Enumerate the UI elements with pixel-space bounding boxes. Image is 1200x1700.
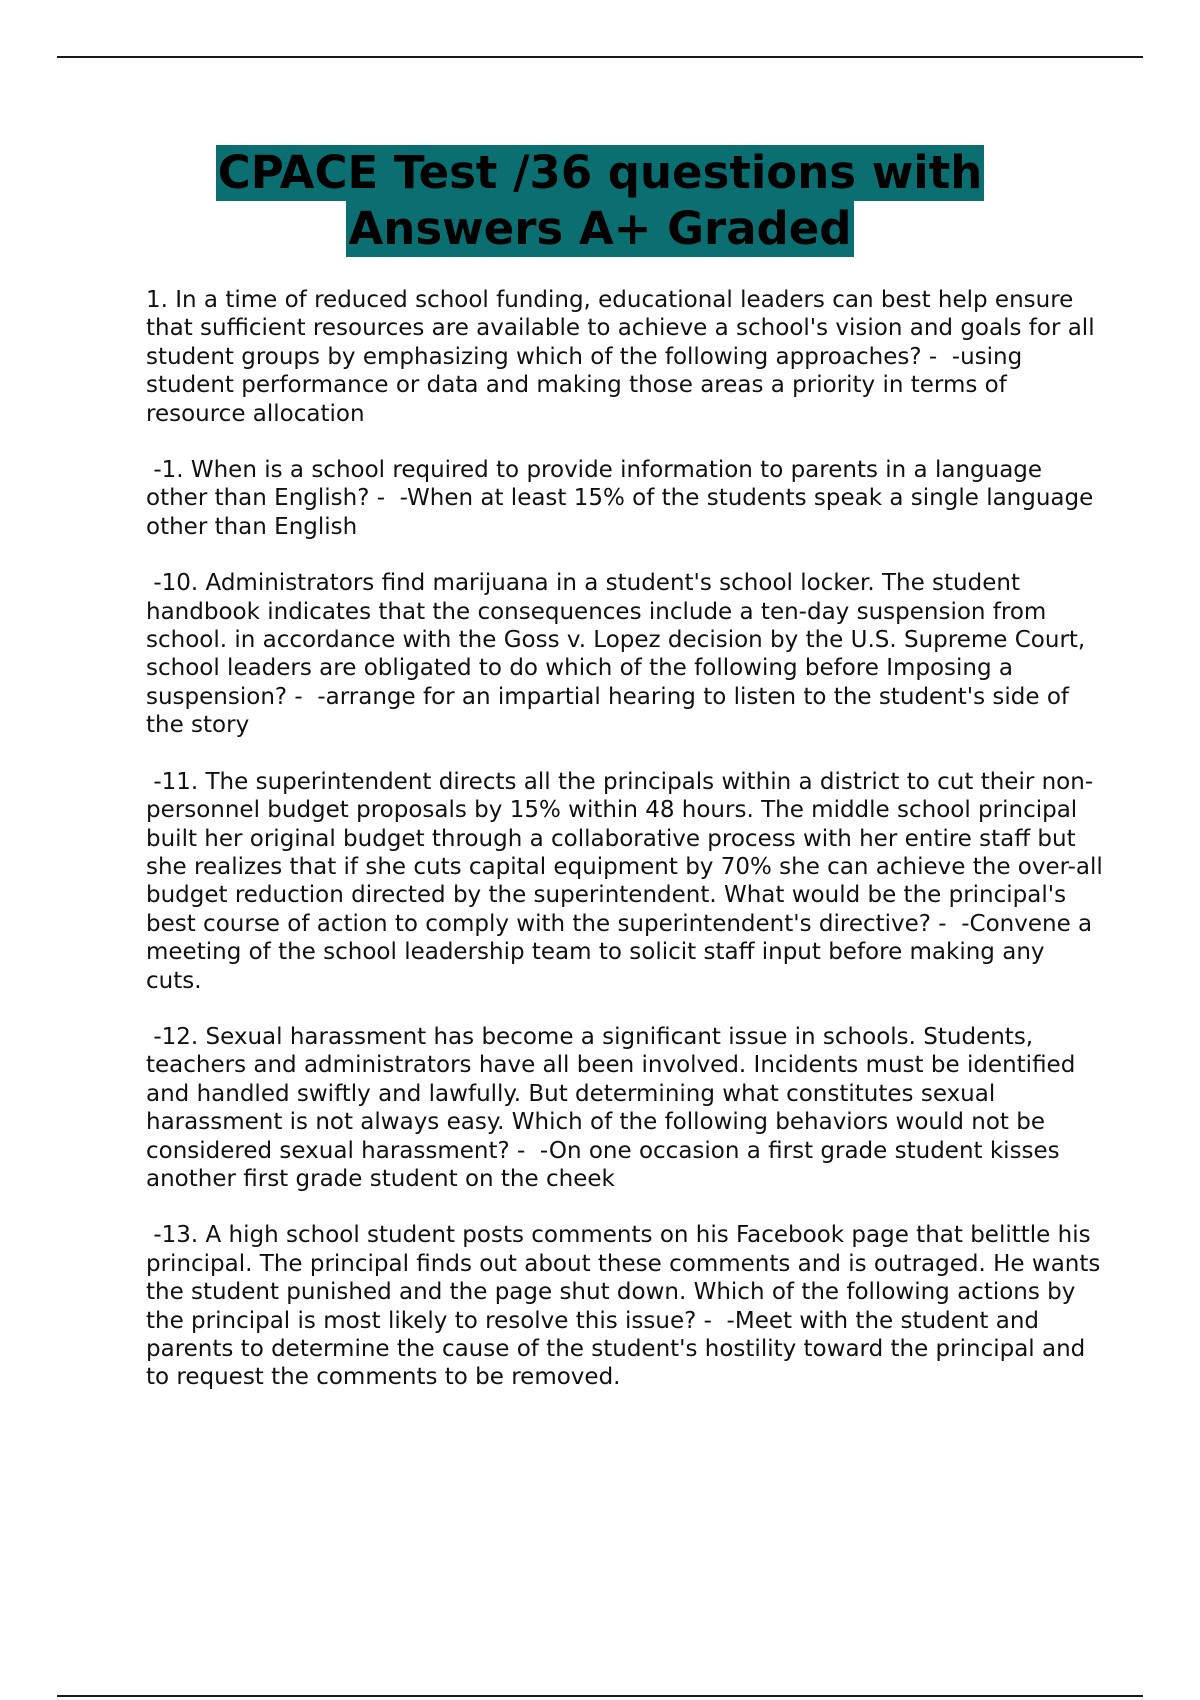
question-item: -12. Sexual harassment has become a significant issue in schools. Students, teachers and administrators have all been involved. Incidents must be identified and handled swiftly and lawfully. But determining what constitutes sexual harassment is not always easy. Which of the following behaviors would not be considered sexual harassment? - -On one occasion a first grade student kisses another first grade student on the cheek [146,1023,1083,1192]
question-list [146,286,1111,1420]
top-rule [57,56,1143,58]
question-item: -13. A high school student posts comments on his Facebook page that belittle his principal. The principal finds out about these comments and is outraged. He wants the student punished and the page shut down. Which of the following actions by the principal is most likely to resolve this issue? - -Meet with the student and parents to determine the cause of the student's hostility toward the principal and to request the comments to be removed. [146,1222,1108,1391]
document-title [0,145,1200,257]
title-line-1: CPACE Test /36 questions with [217,146,983,199]
question-item: -11. The superintendent directs all the principals within a district to cut their non-personnel budget proposals by 15% within 48 hours. The middle school principal built her original budget through a collaborative process with her entire staff but she realizes that if she cuts capital equipment by 70% she can achieve the over-all budget reduction directed by the superintendent. What would be the principal's best course of action to comply with the superintendent's directive? - -Convene a meeting of the school leadership team to solicit staff input before making any cuts. [146,768,1111,994]
question-item: 1. In a time of reduced school funding, educational leaders can best help ensure that sufficient resources are available to achieve a school's vision and goals for all student groups by emphasizing which of the following approaches? - -using student performance or data and making those areas a priority in terms of resource allocation [146,287,1102,427]
title-line-2: Answers A+ Graded [348,202,852,255]
question-item: -1. When is a school required to provide information to parents in a language other than English? - -When at least 15% of the students speak a single language other than English [146,457,1101,540]
question-item: -10. Administrators find marijuana in a student's school locker. The student handbook indicates that the consequences include a ten-day suspension from school. in accordance with the Goss v. Lopez decision by the U.S. Supreme Court, school leaders are obligated to do which of the following before Imposing a suspension? - -arrange for an impartial hearing to listen to the student's side of the story [146,570,1093,739]
bottom-rule [57,1695,1143,1697]
